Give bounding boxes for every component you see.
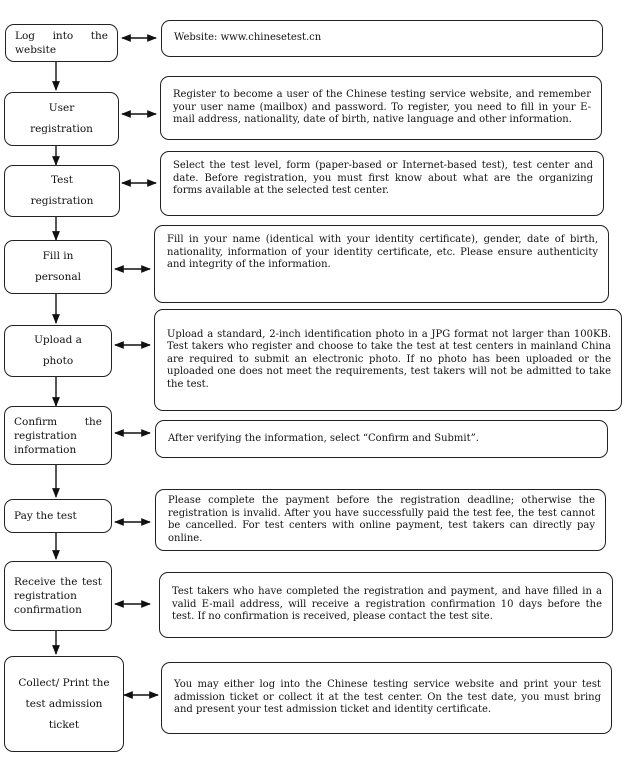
step-description: After verifying the information, select “Confirm and Submit”. — [168, 432, 479, 444]
step-description: Please complete the payment before the registration deadline; otherwise the registration is invalid. After you have successfully paid the test fee, the test cannot be cancelled. For test centers with online payment, test takers can directly pay online. — [168, 495, 595, 544]
link-arrows — [115, 38, 158, 695]
step-description: Website: www.chinesetest.cn — [174, 32, 322, 44]
step-description: You may either log into the Chinese testing service website and print your test admission ticket or collect it at the test center. On the test date, you must bring and present your test admission ticket and identity certificate. — [174, 679, 601, 716]
desc-box-receive-confirmation — [159, 572, 613, 638]
desc-box-pay-test — [155, 489, 606, 551]
step-label: Fill in personal — [34, 250, 82, 283]
step-description: Test takers who have completed the registration and payment, and have filled in a valid E-mail address, will receive a registration confirmation 10 days before the test. If no confirmation is received, please contact the test site. — [172, 586, 602, 623]
step-label: Collect/ Print the test admission ticket — [18, 676, 110, 731]
step-description: Upload a standard, 2-inch identification photo in a JPG format not larger than 100KB. Test takers who register and choose to take the test at test centers in mainland China are required to submit an electronic photo. If no photo has been uploaded or the uploaded one does not meet the requirements, test takers will not be admitted to take the test. — [167, 328, 611, 390]
step-label: Confirm the registration information — [14, 415, 102, 456]
desc-box-login — [161, 20, 603, 57]
step-box-collect-print — [4, 656, 124, 752]
step-box-pay-test — [4, 499, 112, 533]
step-box-test-registration — [4, 165, 120, 217]
step-description: Fill in your name (identical with your identity certificate), gender, date of birth, nationality, information of your identity certificate, etc. Please ensure authenticity and integrity of the information. — [167, 234, 598, 270]
desc-box-user-registration — [160, 76, 602, 140]
desc-box-fill-personal — [154, 225, 609, 303]
step-box-user-registration — [4, 92, 119, 146]
step-box-fill-personal — [4, 240, 112, 294]
desc-box-upload-photo — [154, 309, 622, 411]
step-box-receive-confirmation — [4, 561, 112, 631]
step-box-confirm-registration — [4, 406, 112, 465]
step-label: Upload a photo — [34, 334, 82, 367]
step-description: Register to become a user of the Chinese testing service website, and remember your user name (mailbox) and password. To register, you need to fill in your E-mail address, nationality, date of birth, native language and other information. — [173, 89, 591, 126]
desc-box-collect-print — [161, 662, 612, 734]
step-label: Pay the test — [14, 510, 77, 522]
desc-box-confirm-registration — [155, 420, 608, 458]
step-label: Log into the website — [15, 30, 108, 56]
step-label: User registration — [30, 102, 93, 135]
step-box-upload-photo — [4, 325, 112, 377]
step-label: Test registration — [30, 174, 94, 207]
step-label: Receive the test registration confirmation — [14, 576, 102, 616]
step-box-login — [5, 24, 118, 62]
step-description: Select the test level, form (paper-based or Internet-based test), test center and date. Before registration, you must first know about what are the organizing forms available at the selected test center. — [173, 160, 593, 196]
desc-box-test-registration — [160, 151, 604, 216]
